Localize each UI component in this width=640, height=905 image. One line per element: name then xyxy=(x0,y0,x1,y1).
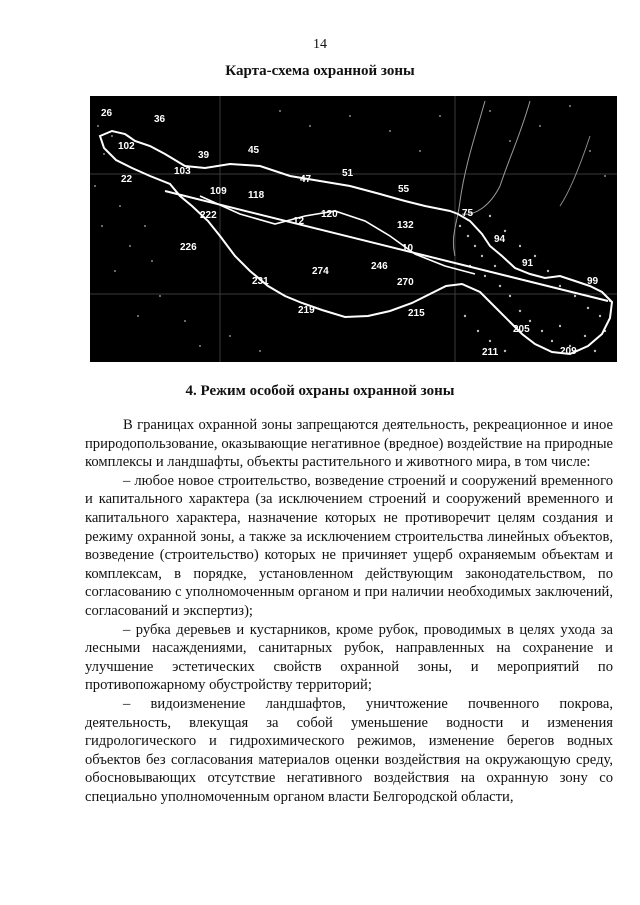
point-label: 39 xyxy=(198,150,210,161)
map-background xyxy=(90,96,617,362)
map-title: Карта-схема охранной зоны xyxy=(225,63,415,79)
point-label: 22 xyxy=(121,174,133,185)
point-label: 36 xyxy=(154,114,166,125)
point-label: 99 xyxy=(587,276,599,287)
point-label: 270 xyxy=(397,277,414,288)
point-label: 51 xyxy=(342,168,354,179)
point-label: 47 xyxy=(300,174,312,185)
point-label: 103 xyxy=(174,166,191,177)
point-label: 215 xyxy=(408,308,425,319)
point-label: 226 xyxy=(180,242,197,253)
point-label: 12 xyxy=(293,216,305,227)
point-label: 231 xyxy=(252,276,269,287)
paragraph-landscape: – видоизменение ландшафтов, уничтожение почвенного покрова, деятельность, влекущая за собой уменьшение водности и изменения гидрологического и гидрохимического режимов, изменение берегов водных объектов без согласования материалов оценки воздействия на окружающую среду, обосновывающих отсутствие негативного воздействия на охранную зону со специально уполномоченным органом власти Белгородской области, xyxy=(85,695,613,805)
point-label: 45 xyxy=(248,145,260,156)
paragraph-logging: – рубка деревьев и кустарников, кроме рубок, проводимых в целях ухода за лесными насаждениями, санитарных рубок, направленных на сохранение и улучшение эстетических свойств охранной зоны, и мероприятий по противопожарному обустройству территорий; xyxy=(85,621,613,694)
point-label: 219 xyxy=(298,305,315,316)
point-label: 205 xyxy=(513,324,530,335)
map-drawing xyxy=(90,96,617,362)
point-label: 102 xyxy=(118,141,135,152)
point-label: 26 xyxy=(101,108,113,119)
body-text xyxy=(85,416,613,806)
protection-zone-map xyxy=(90,96,617,362)
point-label: 55 xyxy=(398,184,410,195)
paragraph-intro: В границах охранной зоны запрещаются деятельность, рекреационное и иное природопользование, оказывающие негативное (вредное) воздействие на природные комплексы и ландшафты, объекты растительного и животного мира, в том числе: xyxy=(85,417,613,471)
point-label: 246 xyxy=(371,261,388,272)
point-label: 211 xyxy=(482,347,499,358)
point-label: 209 xyxy=(560,346,577,357)
point-label: 274 xyxy=(312,266,329,277)
page-number: 14 xyxy=(313,37,327,52)
point-label: 132 xyxy=(397,220,414,231)
paragraph-construction: – любое новое строительство, возведение строений и сооружений временного и капитального характера (за исключением строений и сооружений временного и капитального характера, назначение которых не противоречит целям создания и режиму охранной зоны, а также за исключением строительства линейных объектов, возведение (строительство) которых не причиняет ущерб охраняемым объектам и комплексам, в порядке, установленном действующим законодательством, по согласованию с уполномоченным органом и при наличии необходимых заключений, согласований и экспертиз); xyxy=(85,472,613,619)
point-label: 10 xyxy=(402,243,414,254)
point-label: 91 xyxy=(522,258,534,269)
point-label: 75 xyxy=(462,208,474,219)
point-label: 120 xyxy=(321,209,338,220)
point-label: 94 xyxy=(494,234,506,245)
point-label: 118 xyxy=(248,190,265,201)
point-label: 222 xyxy=(200,210,217,221)
section-heading: 4. Режим особой охраны охранной зоны xyxy=(185,383,455,399)
point-label: 109 xyxy=(210,186,227,197)
